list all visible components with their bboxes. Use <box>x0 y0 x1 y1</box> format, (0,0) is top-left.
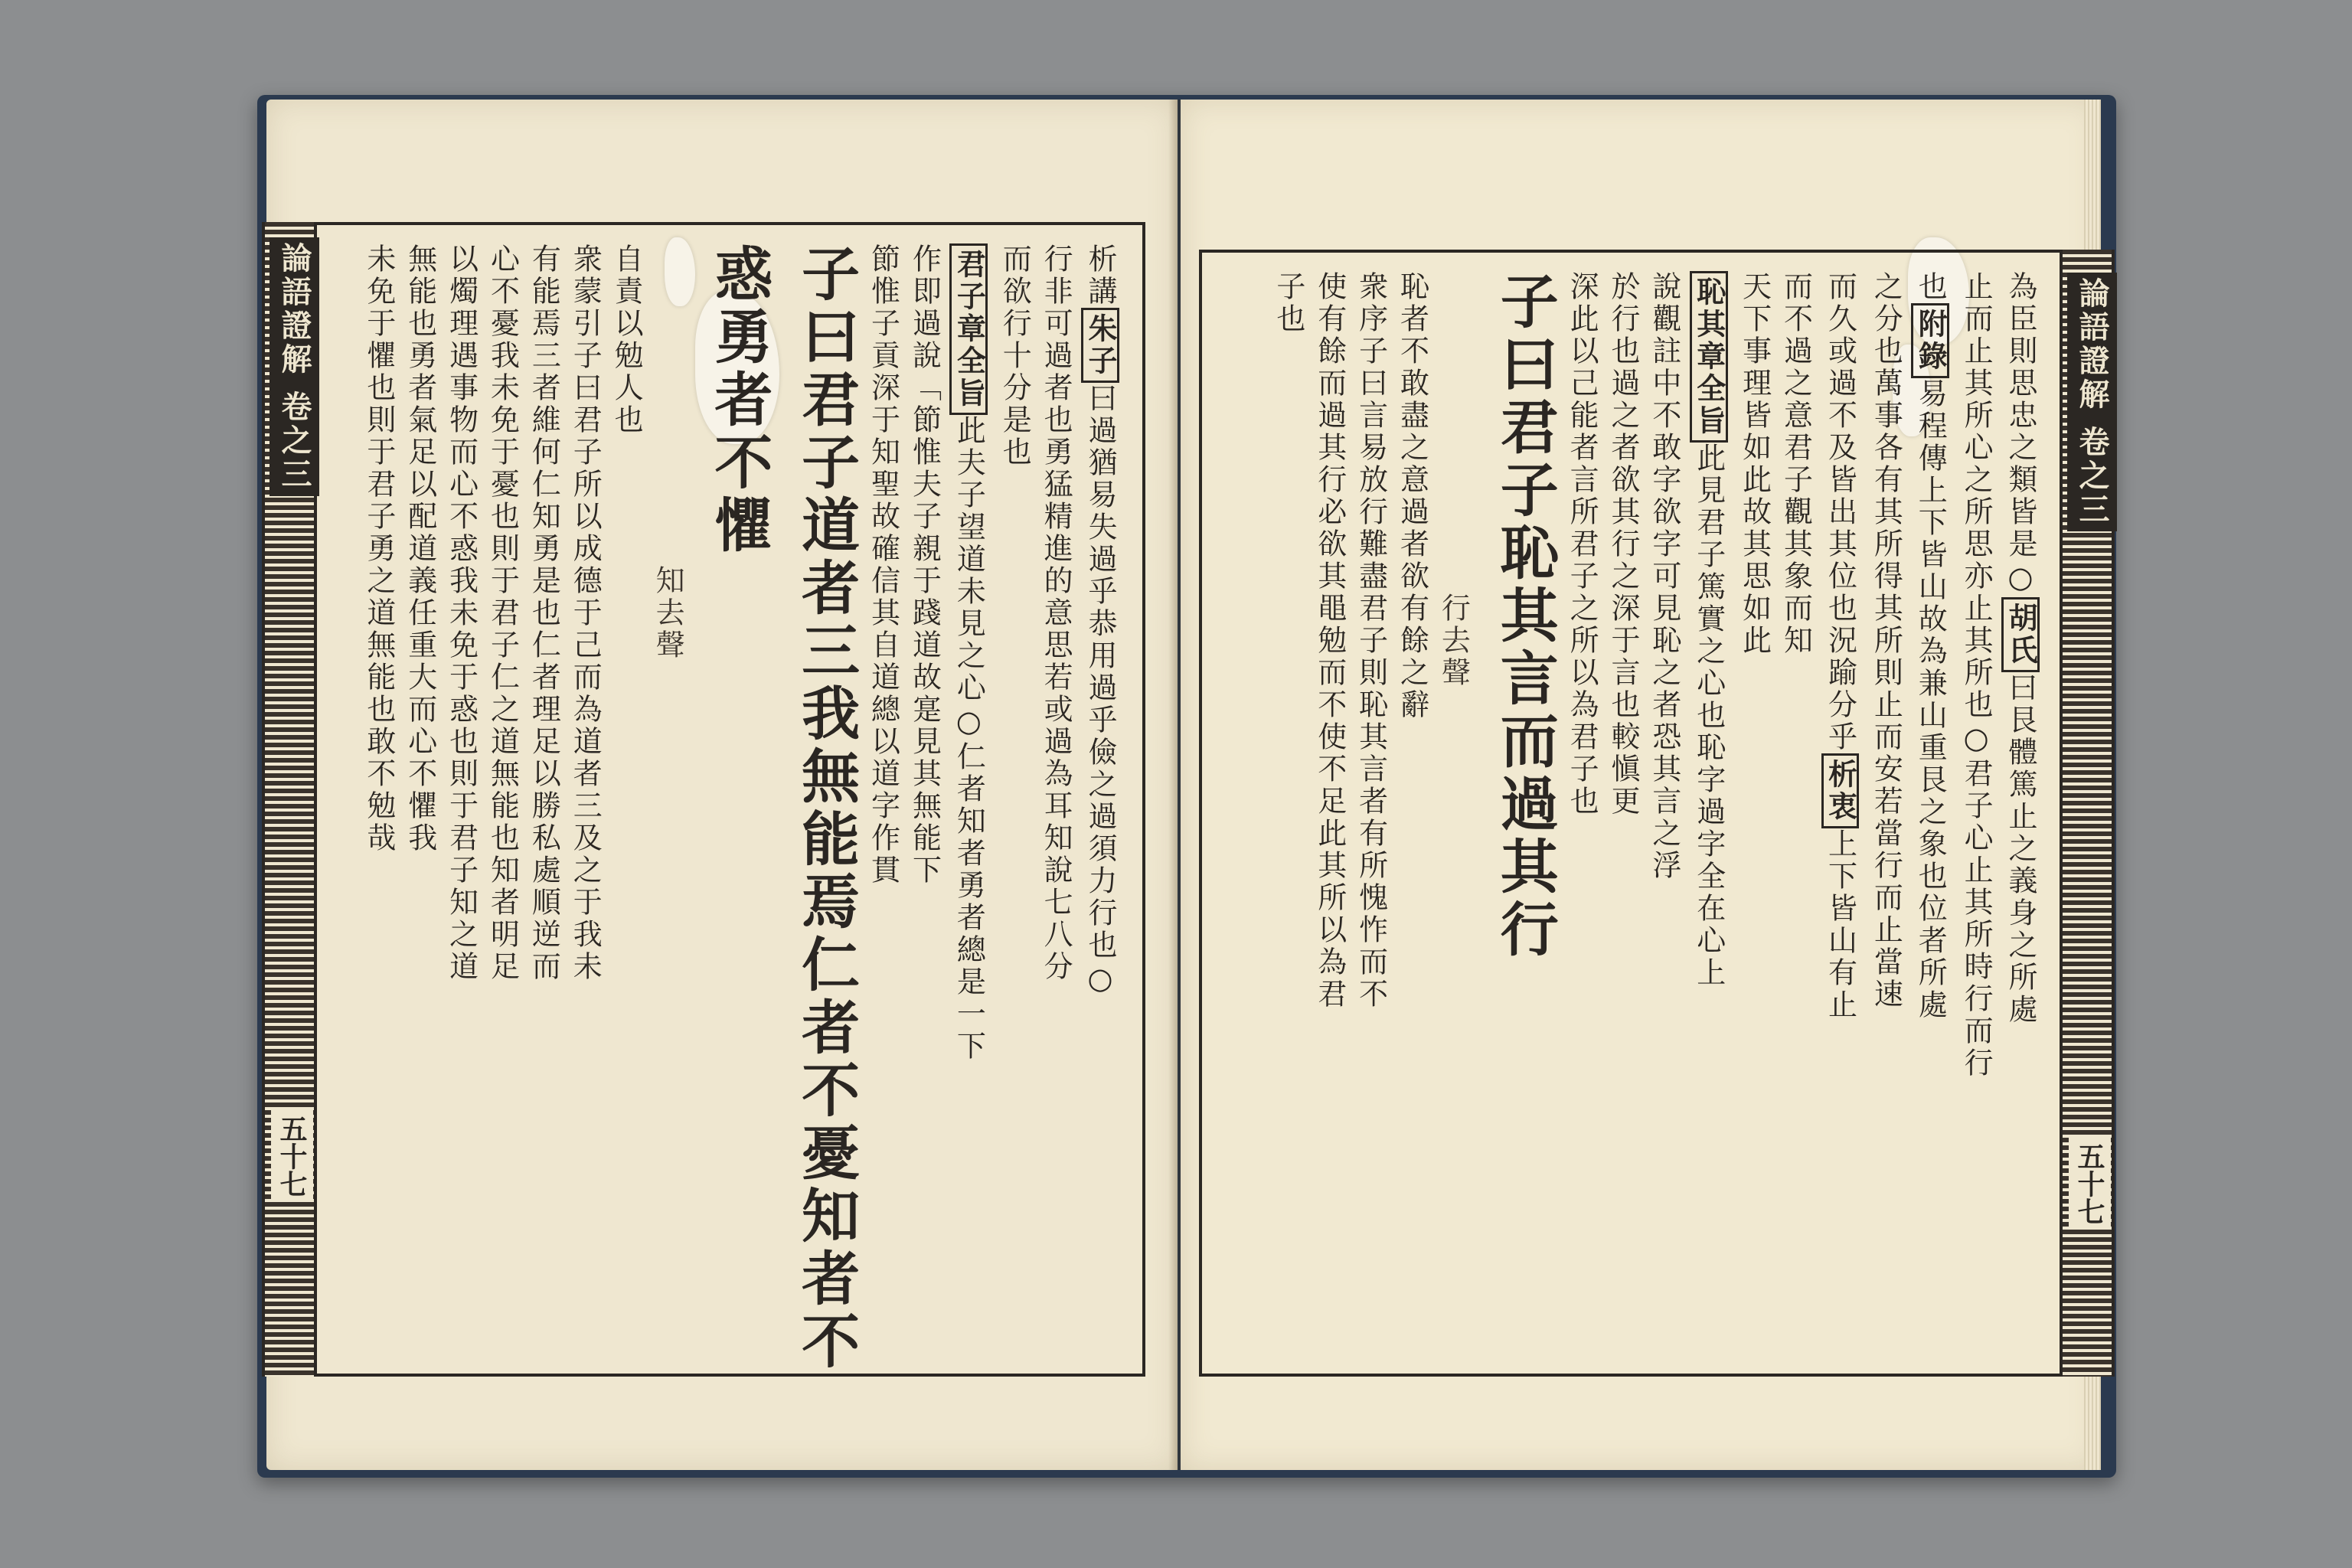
commentary-column: 說觀註中不敢字欲字可見恥之者恐其言之浮 <box>1647 271 1681 882</box>
left-running-head-column <box>262 222 317 1377</box>
right-page <box>1181 100 2110 1470</box>
commentary-column: 未免于懼也則于君子勇之道無能也敢不勉哉 <box>361 243 396 854</box>
commentary-column: 而不過之意君子觀其象而知 <box>1779 271 1813 657</box>
commentary-column: 恥者不敢盡之意過者欲有餘之辭 <box>1395 271 1429 721</box>
commentary-column: 節惟子貢深于知聖故確信其自道總以道字作貫 <box>866 243 900 887</box>
commentary-column: 無能也勇者氣足以配道義任重大而心不懼我 <box>403 243 437 854</box>
commentary-column: 而欲行十分是也 <box>998 243 1032 469</box>
commentary-column: 恥其章全旨此見君子篤實之心也恥字過字全在心上 <box>1690 271 1728 1349</box>
commentary-column: 行非可過者也勇猛精進的意思若或過為耳知說七八分 <box>1039 243 1073 983</box>
commentary-column: 君子章全旨此夫子望道未見之心○仁者知者勇者總是一下 <box>949 243 988 1349</box>
commentary-column: 衆蒙引子曰君子所以成德于己而為道者三及之于我未 <box>568 243 603 983</box>
commentary-column: 於行也過之者欲其行之深于言也較愼更 <box>1606 271 1640 818</box>
left-running-head: 論語證解 卷之三 <box>270 237 319 496</box>
boxed-label: 君子章全旨 <box>949 243 988 415</box>
commentary-column: 也附錄易程傳上下皆山故為兼山重艮之象也位者所處 <box>1911 271 1949 1349</box>
commentary-column: 為臣則思忠之類皆是○胡氏曰艮體篤止之義身之所處 <box>2001 271 2040 1349</box>
main-text-column: 子曰君子道者三我無能焉仁者不憂知者不 <box>792 243 861 1374</box>
main-text-column: 子曰君子恥其言而過其行 <box>1491 271 1560 962</box>
right-text-columns <box>1204 253 2055 1367</box>
right-page-number: 五十七 <box>2069 1138 2111 1230</box>
left-page-number: 五十七 <box>271 1110 313 1202</box>
right-running-head-column <box>2060 250 2115 1377</box>
commentary-column: 自責以勉人也 <box>609 243 644 436</box>
commentary-column: 有能焉三者維何仁知勇是也仁者理足以勝私處順逆而 <box>527 243 561 983</box>
left-page <box>266 100 1178 1470</box>
boxed-label: 胡氏 <box>2001 597 2040 672</box>
boxed-label: 析衷 <box>1821 753 1860 828</box>
commentary-column: 析講朱子曰過猶易失過乎恭用過乎儉之過須力行也○ <box>1081 243 1119 1349</box>
boxed-label: 朱子 <box>1081 308 1119 383</box>
pronunciation-mark: 知去聲 <box>651 565 685 662</box>
pronunciation-mark: 行去聲 <box>1436 593 1471 689</box>
commentary-column: 天下事理皆如此故其思如此 <box>1737 271 1772 657</box>
commentary-column: 而久或過不及皆出其位也況踰分乎析衷上下皆山有止 <box>1821 271 1860 1349</box>
commentary-column: 作即過說「節惟夫子親于踐道故寔見其無能下 <box>907 243 942 887</box>
right-running-head: 論語證解 卷之三 <box>2067 273 2117 531</box>
left-text-columns <box>315 225 1135 1374</box>
commentary-column: 深此以己能者言所君子之所以為君子也 <box>1565 271 1599 818</box>
commentary-column: 之分也萬事各有其所得其所則止而安若當行而止當速 <box>1869 271 1903 1011</box>
commentary-column: 止而止其所心之所思亦止其所也○君子心止其所時行而行 <box>1959 271 1994 1080</box>
commentary-column: 子也 <box>1271 271 1305 335</box>
commentary-column: 衆序子曰言易放行難盡君子則恥其言者有所愧怍而不 <box>1354 271 1388 1011</box>
main-text-column: 惑勇者不懼 <box>704 243 773 557</box>
commentary-column: 心不憂我未免于憂也則于君子仁之道無能也知者明足 <box>485 243 520 983</box>
boxed-label: 恥其章全旨 <box>1690 271 1728 443</box>
commentary-column: 以燭理遇事物而心不惑我未免于惑也則于君子知之道 <box>444 243 479 983</box>
commentary-column: 使有餘而過其行必欲其黽勉而不使不足此其所以為君 <box>1312 271 1347 1011</box>
boxed-label: 附錄 <box>1911 303 1949 378</box>
